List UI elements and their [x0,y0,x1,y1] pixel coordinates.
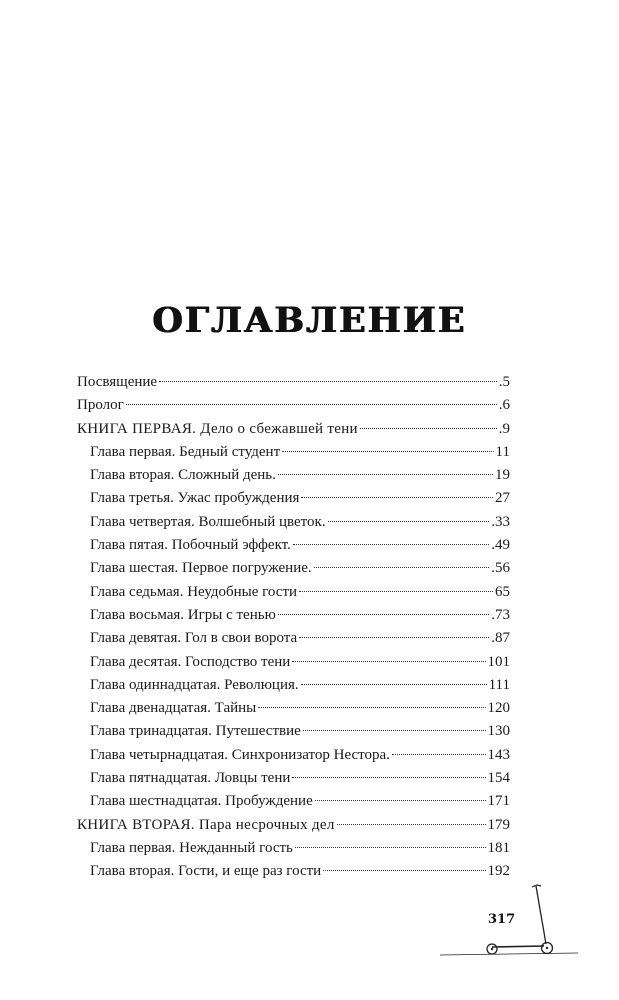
toc-entry-page: 65 [495,583,510,600]
toc-entry-page: .6 [498,397,510,414]
scooter-rear-hub [491,948,493,950]
toc-dot-leader [360,428,497,429]
toc-entry [77,487,510,510]
toc-entry [77,394,510,417]
scooter-front-hub [546,947,548,949]
toc-heading: ОГЛАВЛЕНИЕ [152,300,467,341]
toc-entry-page: 111 [488,676,510,693]
toc-entry-title: Пролог [77,397,124,414]
toc-entry-title: Глава первая. Бедный студент [90,443,281,460]
toc-dot-leader [299,637,489,638]
toc-entry-page: 11 [495,443,510,460]
toc-dot-leader [278,474,493,475]
ground-line [440,953,578,955]
toc-dot-leader [301,684,487,685]
toc-entry-title: Глава пятнадцатая. Ловцы тени [90,770,291,787]
toc-entry [77,371,510,394]
toc-entry-title: Глава седьмая. Неудобные гости [90,583,298,600]
toc-entry-title: Глава шестая. Первое погружение. [90,560,312,577]
toc-entry-title: Глава тринадцатая. Путешествие [90,723,301,740]
scooter-drawing [440,880,580,960]
toc-dot-leader [323,870,485,871]
toc-entry-page: .73 [491,606,510,623]
toc-entry [77,418,510,441]
toc-entry-page: 120 [487,700,510,717]
toc-entry [77,464,510,487]
toc-entry-title: КНИГА ВТОРАЯ. Пара несрочных дел [77,816,335,833]
toc-entry [77,674,510,697]
toc-entry-title: Глава двенадцатая. Тайны [90,700,257,717]
toc-dot-leader [337,824,486,825]
toc-entry-page: 130 [487,723,510,740]
toc-entry [77,441,510,464]
toc-entry [77,744,510,767]
toc-entry-title: Глава третья. Ужас пробуждения [90,490,300,507]
toc-dot-leader [303,730,486,731]
page-number: 317 [488,912,516,927]
toc-entry-page: 143 [487,746,510,763]
toc-dot-leader [126,404,497,405]
toc-entry-page: 181 [487,839,510,856]
toc-dot-leader [282,451,493,452]
toc-entry [77,814,510,837]
toc-entry-title: Глава пятая. Побочный эффект. [90,537,291,554]
toc-entry-title: Глава четырнадцатая. Синхронизатор Нестора. [90,746,390,763]
toc-entry [77,790,510,813]
toc-entry [77,581,510,604]
toc-entry-page: .87 [491,630,510,647]
toc-dot-leader [295,847,486,848]
toc-entry-title: Глава шестнадцатая. Пробуждение [90,793,313,810]
toc-dot-leader [292,777,485,778]
toc-entry-title: Глава четвертая. Волшебный цветок. [90,513,326,530]
toc-dot-leader [314,567,490,568]
toc-entry-page: .49 [491,537,510,554]
toc-entry [77,534,510,557]
toc-entry-page: 154 [487,770,510,787]
toc-entry-page: .9 [498,420,510,437]
toc-dot-leader [301,497,493,498]
toc-dot-leader [293,544,489,545]
toc-entry-page: .5 [498,374,510,390]
scooter-stem [536,886,546,944]
toc-entry-title: Глава вторая. Гости, и еще раз гости [90,863,322,880]
toc-entry-page: 192 [487,863,510,880]
toc-dot-leader [328,521,490,522]
toc-entry-page: 171 [487,793,510,810]
toc-entry [77,557,510,580]
toc-entry-title: Глава первая. Нежданный гость [90,839,293,856]
toc-entry [77,767,510,790]
toc-entry [77,837,510,860]
toc-entry-page: 19 [495,467,510,484]
toc-dot-leader [292,661,485,662]
toc-entry [77,604,510,627]
toc-entry-title: Глава десятая. Господство тени [90,653,291,670]
toc-dot-leader [299,591,493,592]
toc-entry-page: 101 [487,653,510,670]
toc-entry-title: Глава девятая. Гол в свои ворота [90,630,298,647]
toc-dot-leader [159,381,497,382]
toc-dot-leader [258,707,485,708]
toc-entry-title: КНИГА ПЕРВАЯ. Дело о сбежавшей тени [77,420,358,437]
toc-entry-title: Глава вторая. Сложный день. [90,467,276,484]
toc-entry [77,720,510,743]
toc-entry-page: 27 [495,490,510,507]
toc-dot-leader [315,800,486,801]
toc-dot-leader [392,754,486,755]
toc-entry [77,651,510,674]
toc-entry [77,697,510,720]
toc-dot-leader [278,614,489,615]
toc-entry-page: 179 [487,816,510,833]
toc-list [77,371,510,884]
toc-entry [77,511,510,534]
toc-entry-title: Глава восьмая. Игры с тенью [90,606,276,623]
scooter-deck [492,946,544,947]
toc-entry-title: Глава одиннадцатая. Революция. [90,676,299,693]
toc-entry [77,627,510,650]
toc-entry-page: .33 [491,513,510,530]
toc-entry-title: Посвящение [77,374,158,390]
toc-entry-page: .56 [491,560,510,577]
